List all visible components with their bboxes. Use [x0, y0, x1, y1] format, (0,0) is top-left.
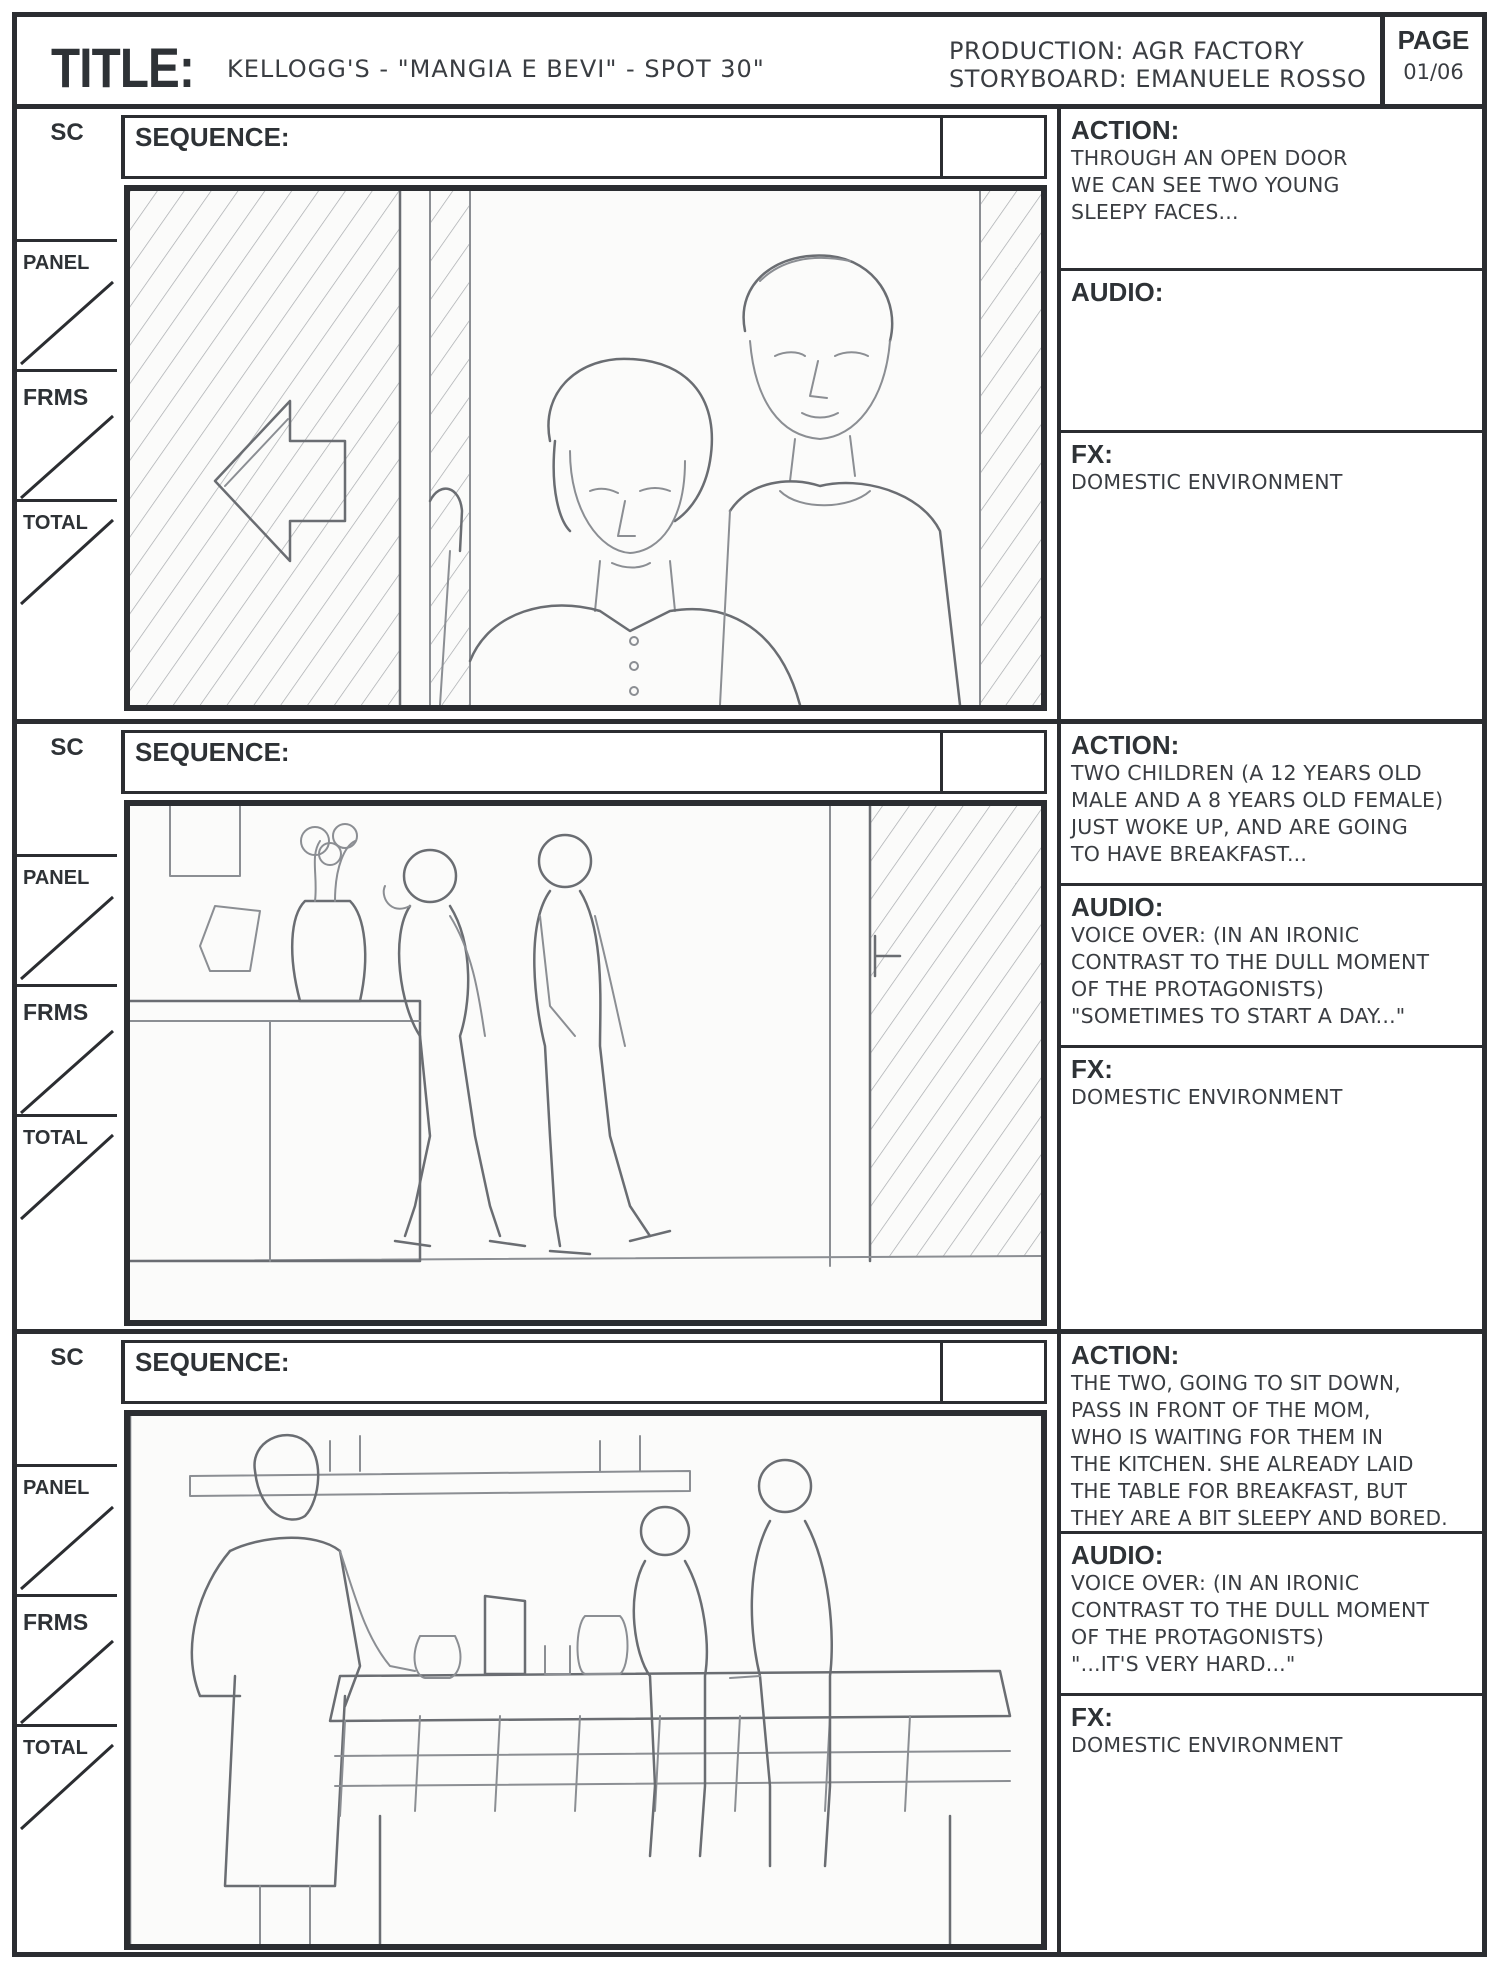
- audio-cell[interactable]: [1061, 886, 1486, 1048]
- audio-label: AUDIO:: [1071, 892, 1164, 922]
- sequence-label: SEQUENCE:: [135, 122, 290, 152]
- action-cell[interactable]: [1061, 724, 1486, 886]
- fx-label: FX:: [1071, 439, 1113, 469]
- storyboard-panel-2: [124, 800, 1047, 1326]
- storyboard-panel-3: [124, 1410, 1047, 1950]
- fx-text: DOMESTIC ENVIRONMENT: [1071, 470, 1343, 494]
- total-label: TOTAL: [23, 512, 88, 534]
- slash-divider: [17, 502, 117, 722]
- action-text: THROUGH AN OPEN DOOR WE CAN SEE TWO YOUNG SLEEPY FACES...: [1071, 146, 1348, 224]
- page-number: 01/06: [1403, 60, 1464, 84]
- scene-row-3: [17, 1329, 1482, 1952]
- audio-label: AUDIO:: [1071, 277, 1164, 307]
- total-label: TOTAL: [23, 1737, 88, 1759]
- sequence-number-field[interactable]: [943, 1340, 1047, 1404]
- total-label: TOTAL: [23, 1127, 88, 1149]
- audio-text: VOICE OVER: (IN AN IRONIC CONTRAST TO THE DULL MOMENT OF THE PROTAGONISTS) "...IT'S VERY HARD...": [1071, 1571, 1430, 1676]
- page-label: PAGE: [1397, 25, 1470, 55]
- sequence-label: SEQUENCE:: [135, 737, 290, 767]
- scene-notes-column: [1057, 109, 1482, 719]
- audio-cell[interactable]: [1061, 1534, 1486, 1696]
- audio-text: VOICE OVER: (IN AN IRONIC CONTRAST TO THE DULL MOMENT OF THE PROTAGONISTS) "SOMETIMES TO START A DAY...": [1071, 923, 1430, 1028]
- scene-meta-column: [17, 109, 117, 719]
- slash-divider: [17, 1117, 117, 1337]
- sequence-label: SEQUENCE:: [135, 1347, 290, 1377]
- fx-cell[interactable]: [1061, 1048, 1486, 1334]
- action-label: ACTION:: [1071, 115, 1180, 145]
- frames-label: FRMS: [23, 1609, 89, 1635]
- action-text: THE TWO, GOING TO SIT DOWN, PASS IN FRONT OF THE MOM, WHO IS WAITING FOR THEM IN THE KITCHEN. SHE ALREADY LAID THE TABLE FOR BREAKFAST, BUT THEY ARE A BIT SLEEPY AND BORED.: [1071, 1371, 1448, 1530]
- action-cell[interactable]: [1061, 109, 1486, 271]
- scene-notes-column: [1057, 724, 1482, 1329]
- total-field[interactable]: [17, 1114, 117, 1334]
- storyboard-header: [17, 17, 1482, 109]
- audio-label: AUDIO:: [1071, 1540, 1164, 1570]
- panel-label: PANEL: [23, 1477, 90, 1499]
- frames-label: FRMS: [23, 384, 89, 410]
- fx-text: DOMESTIC ENVIRONMENT: [1071, 1733, 1343, 1757]
- sequence-field[interactable]: [121, 115, 943, 179]
- production-credits: [949, 37, 1366, 93]
- sequence-field[interactable]: [121, 730, 943, 794]
- slash-divider: [17, 1727, 117, 1960]
- scene-meta-column: [17, 1334, 117, 1952]
- storyboard-page: [12, 12, 1487, 1957]
- sketch-children-walking: [130, 806, 1041, 1320]
- sc-label: SC: [50, 119, 84, 146]
- spot-title: KELLOGG'S - "MANGIA E BEVI" - SPOT 30": [227, 55, 765, 83]
- sketch-open-door-faces: [130, 191, 1041, 705]
- page-number-box: [1380, 17, 1482, 104]
- title-label: TITLE:: [51, 36, 194, 99]
- scene-row-2: [17, 719, 1482, 1329]
- action-label: ACTION:: [1071, 1340, 1180, 1370]
- fx-label: FX:: [1071, 1054, 1113, 1084]
- sc-label: SC: [50, 1344, 84, 1371]
- fx-label: FX:: [1071, 1702, 1113, 1732]
- storyboard-panel-1: [124, 185, 1047, 711]
- audio-cell[interactable]: [1061, 271, 1486, 433]
- scene-meta-column: [17, 724, 117, 1329]
- fx-cell[interactable]: [1061, 433, 1486, 719]
- storyboard-artist-line: STORYBOARD: EMANUELE ROSSO: [949, 65, 1367, 93]
- sc-label: SC: [50, 734, 84, 761]
- panel-label: PANEL: [23, 867, 90, 889]
- fx-cell[interactable]: [1061, 1696, 1486, 1957]
- action-text: TWO CHILDREN (A 12 YEARS OLD MALE AND A 8 YEARS OLD FEMALE) JUST WOKE UP, AND ARE GOING TO HAVE BREAKFAST...: [1071, 761, 1444, 866]
- action-label: ACTION:: [1071, 730, 1180, 760]
- scene-notes-column: [1057, 1334, 1482, 1952]
- sequence-field[interactable]: [121, 1340, 943, 1404]
- sequence-number-field[interactable]: [943, 730, 1047, 794]
- panel-label: PANEL: [23, 252, 90, 274]
- fx-text: DOMESTIC ENVIRONMENT: [1071, 1085, 1343, 1109]
- production-line: PRODUCTION: AGR FACTORY: [949, 37, 1305, 65]
- sketch-kitchen-mom-children: [130, 1416, 1041, 1944]
- scene-row-1: [17, 109, 1482, 719]
- sequence-number-field[interactable]: [943, 115, 1047, 179]
- total-field[interactable]: [17, 1724, 117, 1957]
- frames-label: FRMS: [23, 999, 89, 1025]
- action-cell[interactable]: [1061, 1334, 1486, 1534]
- total-field[interactable]: [17, 499, 117, 719]
